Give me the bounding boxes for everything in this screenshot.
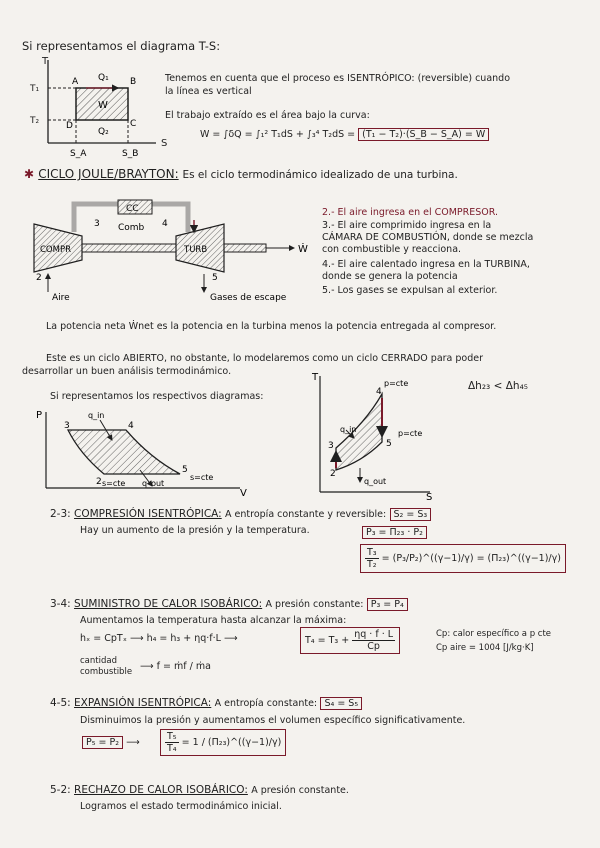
p45-line2: Disminuimos la presión y aumentamos el volumen específico significativamente. — [80, 715, 466, 726]
svg-text:W: W — [98, 100, 108, 111]
ts-note-1b: la línea es vertical — [165, 86, 252, 97]
svg-text:T: T — [312, 372, 319, 383]
p34-t4-box — [300, 627, 400, 654]
svg-text:T₂: T₂ — [30, 116, 40, 126]
svg-text:s=cte: s=cte — [102, 479, 126, 488]
p34-line3: hₓ = CpTₓ ⟶ h₄ = h₃ + ηq·f·L ⟶ — [80, 633, 238, 644]
p34-t4-lhs: T₄ = T₃ + — [305, 635, 350, 646]
svg-text:Q₂: Q₂ — [98, 127, 109, 137]
brayton-schematic — [26, 192, 326, 302]
p45-frac-num: T₅ — [167, 731, 177, 742]
ts-note-2: El trabajo extraído es el área bajo la curva: — [165, 110, 370, 121]
process-23-header — [50, 508, 431, 521]
svg-text:TURB: TURB — [184, 245, 208, 255]
p45-frac — [165, 731, 179, 754]
p45-name: EXPANSIÓN ISENTRÓPICA: — [74, 697, 212, 709]
svg-text:3: 3 — [328, 441, 334, 451]
p34-t4-num: ηq · f · L — [354, 629, 394, 640]
p34-fuel2: combustible — [80, 667, 133, 677]
p23-eq2-mid: = (P₃/P₂)^((γ−1)/γ) = (Π₂₃)^((γ−1)/γ) — [381, 553, 561, 564]
svg-text:q_out: q_out — [142, 479, 165, 488]
p23-title: 2-3: — [50, 508, 71, 520]
brayton-pv-diagram — [30, 408, 250, 498]
svg-text:4: 4 — [162, 219, 168, 229]
step-2: 2.- El aire ingresa en el COMPRESOR. — [322, 207, 499, 218]
svg-text:q_out: q_out — [364, 477, 387, 486]
svg-text:S_A: S_A — [70, 149, 87, 159]
carnot-ts-diagram — [26, 58, 176, 158]
p45-title: 4-5: — [50, 697, 71, 709]
svg-text:CC: CC — [126, 204, 139, 214]
p34-t4-frac — [352, 629, 395, 652]
svg-text:Aire: Aire — [52, 293, 70, 303]
p34-box: P₃ = P₄ — [367, 598, 408, 611]
svg-text:Comb: Comb — [118, 223, 145, 233]
p23-eq1-box: P₃ = Π₂₃ · P₂ — [362, 526, 427, 539]
p34-desc: A presión constante: — [265, 599, 364, 610]
svg-text:5: 5 — [182, 465, 188, 475]
svg-text:T₁: T₁ — [30, 84, 40, 94]
p34-fuel-eq: ⟶ f = ṁf / ṁa — [140, 661, 211, 672]
svg-text:T: T — [42, 56, 49, 67]
p45-ratio-box — [160, 729, 286, 756]
step-4b: donde se genera la potencia — [322, 271, 458, 282]
p45-frac-den: T₄ — [167, 743, 177, 754]
svg-text:B: B — [130, 77, 137, 87]
step-5: 5.- Los gases se expulsan al exterior. — [322, 285, 498, 296]
p34-cp1: Cp: calor específico a p cte — [436, 629, 552, 639]
p34-cp2: Cp aire = 1004 [J/kg·K] — [436, 643, 534, 653]
svg-text:5: 5 — [386, 439, 392, 449]
svg-text:COMPR: COMPR — [40, 245, 71, 255]
svg-text:S: S — [426, 492, 433, 503]
svg-text:D: D — [66, 121, 73, 131]
p23-eq1 — [362, 526, 427, 539]
step-3b: CÁMARA DE COMBUSTIÓN, donde se mezcla — [322, 232, 534, 243]
svg-text:q_in: q_in — [88, 411, 105, 420]
p34-title: 3-4: — [50, 598, 71, 610]
ts-note-1: Tenemos en cuenta que el proceso es ISENTRÓPICO: (reversible) cuando — [165, 73, 511, 84]
svg-text:2: 2 — [36, 273, 42, 283]
net-power-note: La potencia neta Ẇnet es la potencia en la turbina menos la potencia entregada al compresor. — [46, 321, 497, 332]
p45-desc: A entropía constante: — [214, 698, 318, 709]
p52-name: RECHAZO DE CALOR ISOBÁRICO: — [74, 784, 248, 796]
svg-text:A: A — [72, 77, 79, 87]
process-52-header — [50, 784, 349, 797]
p45-box: S₄ = S₅ — [320, 697, 362, 710]
p34-t4-den: Cp — [367, 641, 380, 652]
p23-eq2-frac — [365, 547, 379, 570]
svg-text:2: 2 — [96, 477, 102, 487]
process-45-header — [50, 697, 362, 710]
p23-name: COMPRESIÓN ISENTRÓPICA: — [74, 508, 222, 520]
svg-text:3: 3 — [64, 421, 70, 431]
svg-text:4: 4 — [376, 387, 382, 397]
open-cycle-1: Este es un ciclo ABIERTO, no obstante, lo modelaremos como un ciclo CERRADO para poder — [46, 353, 484, 364]
brayton-heading: ✱ CICLO JOULE/BRAYTON: Es el ciclo termodinámico idealizado de una turbina. — [24, 167, 458, 181]
svg-text:4: 4 — [128, 421, 134, 431]
svg-text:C: C — [130, 119, 137, 129]
enthalpy-compare: Δh₂₃ < Δh₄₅ — [468, 380, 528, 392]
svg-text:Gases de escape: Gases de escape — [210, 293, 287, 303]
p23-desc: A entropía constante y reversible: — [225, 509, 387, 520]
p52-line2: Logramos el estado termodinámico inicial. — [80, 801, 282, 812]
p45-p5-box: P₅ = P₂ ⟶ — [82, 736, 140, 749]
ts-heading: Si representamos el diagrama T-S: — [22, 39, 221, 53]
svg-text:Ẇ: Ẇ — [298, 244, 308, 255]
svg-text:P: P — [36, 410, 43, 421]
svg-text:5: 5 — [212, 273, 218, 283]
svg-text:Q₁: Q₁ — [98, 73, 109, 83]
svg-text:S: S — [161, 138, 168, 149]
open-cycle-2: desarrollar un buen análisis termodinámico. — [22, 366, 232, 377]
p23-line2: Hay un aumento de la presión y la temperatura. — [80, 525, 310, 536]
p52-desc: A presión constante. — [251, 785, 349, 796]
svg-text:2: 2 — [330, 469, 336, 479]
step-3c: con combustible y reacciona. — [322, 244, 462, 255]
svg-text:s=cte: s=cte — [190, 473, 214, 482]
svg-text:p=cte: p=cte — [398, 429, 423, 438]
svg-text:3: 3 — [94, 219, 100, 229]
p23-eq2-den: T₂ — [367, 559, 377, 570]
svg-text:V: V — [240, 488, 247, 499]
diagrams-intro: Si representamos los respectivos diagramas: — [50, 391, 264, 402]
svg-text:q_in: q_in — [340, 425, 357, 434]
p23-box: S₂ = S₃ — [390, 508, 432, 521]
p45-p5: P₅ = P₂ — [82, 736, 123, 749]
svg-text:p=cte: p=cte — [384, 379, 409, 388]
p34-line2: Aumentamos la temperatura hasta alcanzar la máxima: — [80, 615, 347, 626]
p52-title: 5-2: — [50, 784, 71, 796]
p45-rhs: = 1 / (Π₂₃)^((γ−1)/γ) — [181, 737, 282, 748]
brayton-title-desc: Es el ciclo termodinámico idealizado de una turbina. — [182, 169, 458, 181]
work-formula-box: (T₁ − T₂)·(S_B − S_A) = W — [358, 128, 489, 141]
work-formula-text: W = ∫δQ = ∫₁² T₁dS + ∫₃⁴ T₂dS = — [200, 129, 356, 140]
brayton-title: CICLO JOULE/BRAYTON: — [38, 167, 179, 181]
step-4a: 4.- El aire calentado ingresa en la TURBINA, — [322, 259, 530, 270]
process-34-header — [50, 598, 408, 611]
p34-name: SUMINISTRO DE CALOR ISOBÁRICO: — [74, 598, 263, 610]
svg-text:S_B: S_B — [122, 149, 139, 159]
work-formula — [200, 128, 489, 141]
step-3a: 3.- El aire comprimido ingresa en la — [322, 220, 492, 231]
p23-eq2-num: T₃ — [367, 547, 377, 558]
brayton-ts-diagram — [306, 372, 446, 502]
p23-eq2-box — [360, 544, 566, 573]
p34-fuel1: cantidad — [80, 656, 117, 666]
